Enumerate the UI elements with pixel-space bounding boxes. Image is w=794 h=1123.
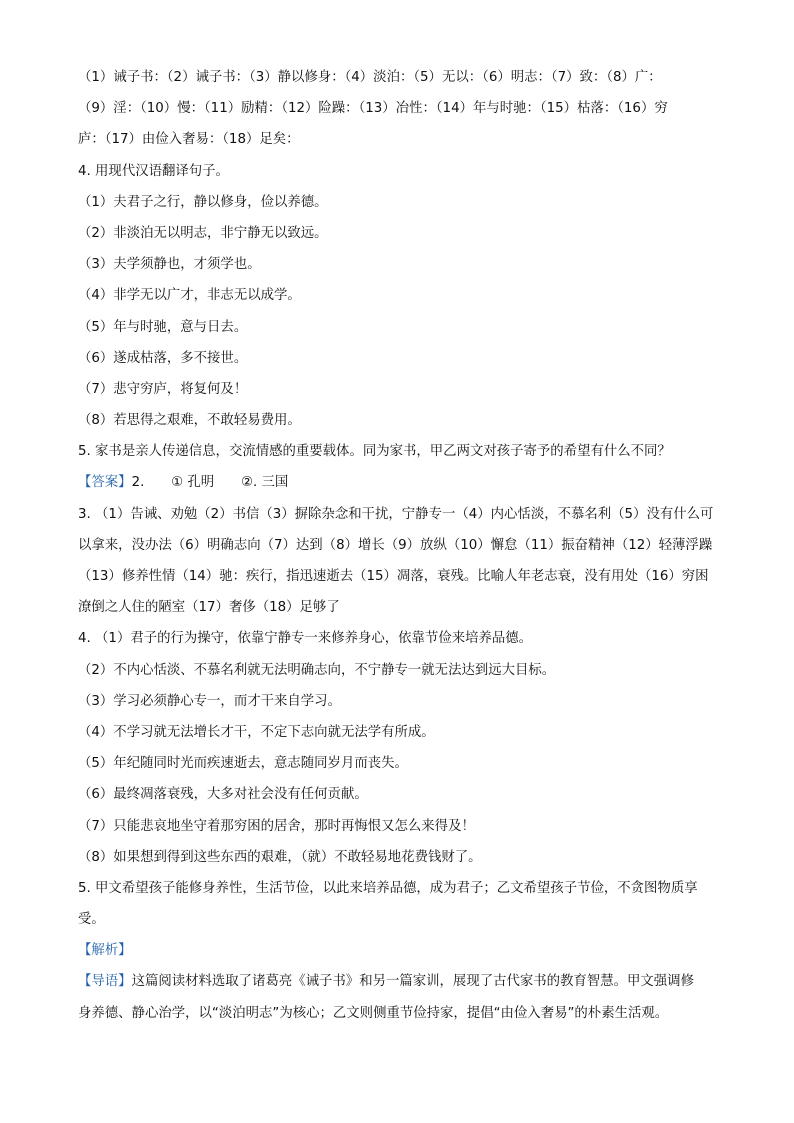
- answer-item-4-line: （7）只能悲哀地坐守着那穷困的居舍，那时再悔恨又怎么来得及！: [78, 818, 475, 834]
- question-4-item: （4）非学无以广才，非志无以成学。: [78, 288, 301, 304]
- guide-tag: 【导语】: [78, 974, 132, 990]
- answer-item-2: 2. ① 孔明 ②. 三国: [131, 475, 289, 491]
- guide-line: [78, 966, 750, 997]
- answer-item-3-line: 潦倒之人住的陋室（17）奢侈（18）足够了: [78, 600, 340, 616]
- answer-item-4-line: （2）不内心恬淡、不慕名利就无法明确志向，不宁静专一就无法达到远大目标。: [78, 662, 556, 678]
- question-4-item: （2）非淡泊无以明志，非宁静无以致远。: [78, 225, 328, 241]
- question-4-item: （5）年与时驰，意与日去。: [78, 319, 248, 335]
- answer-heading-line: [78, 467, 750, 498]
- analysis-tag: 【解析】: [78, 943, 132, 959]
- answer-item-3-line: 以拿来，没办法（6）明确志向（7）达到（8）增长（9）放纵（10）懈怠（11）振奋精神（12）轻薄浮躁: [78, 537, 713, 553]
- answer-item-3-line: 3. （1）告诫、劝勉（2）书信（3）摒除杂念和干扰，宁静专一（4）内心恬淡，不慕名利（5）没有什么可: [78, 506, 714, 522]
- question-4-heading: 4. 用现代汉语翻译句子。: [78, 163, 229, 179]
- guide-text: 这篇阅读材料选取了诸葛亮《诫子书》和另一篇家训，展现了古代家书的教育智慧。甲文强调修: [131, 974, 694, 990]
- answer-item-5-line: 5. 甲文希望孩子能修身养性，生活节俭，以此来培养品德，成为君子；乙文希望孩子节俭，不贪图物质享: [78, 880, 698, 896]
- answer-item-4-line: （5）年纪随同时光而疾速逝去，意志随同岁月而丧失。: [78, 756, 408, 772]
- guide-line: 身养德、静心治学，以“淡泊明志”为核心；乙文则侧重节俭持家，提倡“由俭入奢易”的朴素生活观。: [78, 1005, 669, 1021]
- answer-item-4-line: 4. （1）君子的行为操守，依靠宁静专一来修养身心，依靠节俭来培养品德。: [78, 631, 533, 647]
- answer-item-4-line: （3）学习必须静心专一，而才干来自学习。: [78, 693, 341, 709]
- document-page: [78, 62, 750, 1029]
- answer-key-line: （9）淫：（10）慢：（11）励精：（12）险躁：（13）冶性：（14）年与时驰：（15）枯落：（16）穷: [78, 101, 668, 117]
- answer-tag: 【答案】: [78, 475, 132, 491]
- question-4-item: （7）悲守穷庐，将复何及！: [78, 381, 248, 397]
- question-4-item: （8）若思得之艰难，不敢轻易费用。: [78, 413, 301, 429]
- answer-item-3-line: （13）修养性情（14）驰：疾行，指迅速逝去（15）凋落，衰残。比喻人年老志衰，没有用处（16）穷困: [78, 569, 709, 584]
- answer-item-4-line: （8）如果想到得到这些东西的艰难，（就）不敢轻易地花费钱财了。: [78, 849, 482, 865]
- question-4-item: （1）夫君子之行，静以修身，俭以养德。: [78, 194, 328, 210]
- answer-item-4-line: （6）最终凋落衰残，大多对社会没有任何贡献。: [78, 787, 368, 803]
- answer-item-5-line: 受。: [78, 912, 105, 928]
- analysis-heading-line: [78, 935, 750, 966]
- question-5-prompt: 5. 家书是亲人传递信息，交流情感的重要载体。同为家书，甲乙两文对孩子寄予的希望有什么不同？: [78, 444, 671, 460]
- answer-item-4-line: （4）不学习就无法增长才干，不定下志向就无法学有所成。: [78, 724, 435, 740]
- answer-key-line: （1）诫子书：（2）诫子书：（3）静以修身：（4）淡泊：（5）无以：（6）明志：（7）致：（8）广：: [78, 70, 662, 85]
- answer-key-line: 庐：（17）由俭入奢易：（18）足矣：: [78, 132, 300, 148]
- question-4-item: （3）夫学须静也，才须学也。: [78, 257, 261, 273]
- question-4-item: （6）遂成枯落，多不接世。: [78, 350, 248, 366]
